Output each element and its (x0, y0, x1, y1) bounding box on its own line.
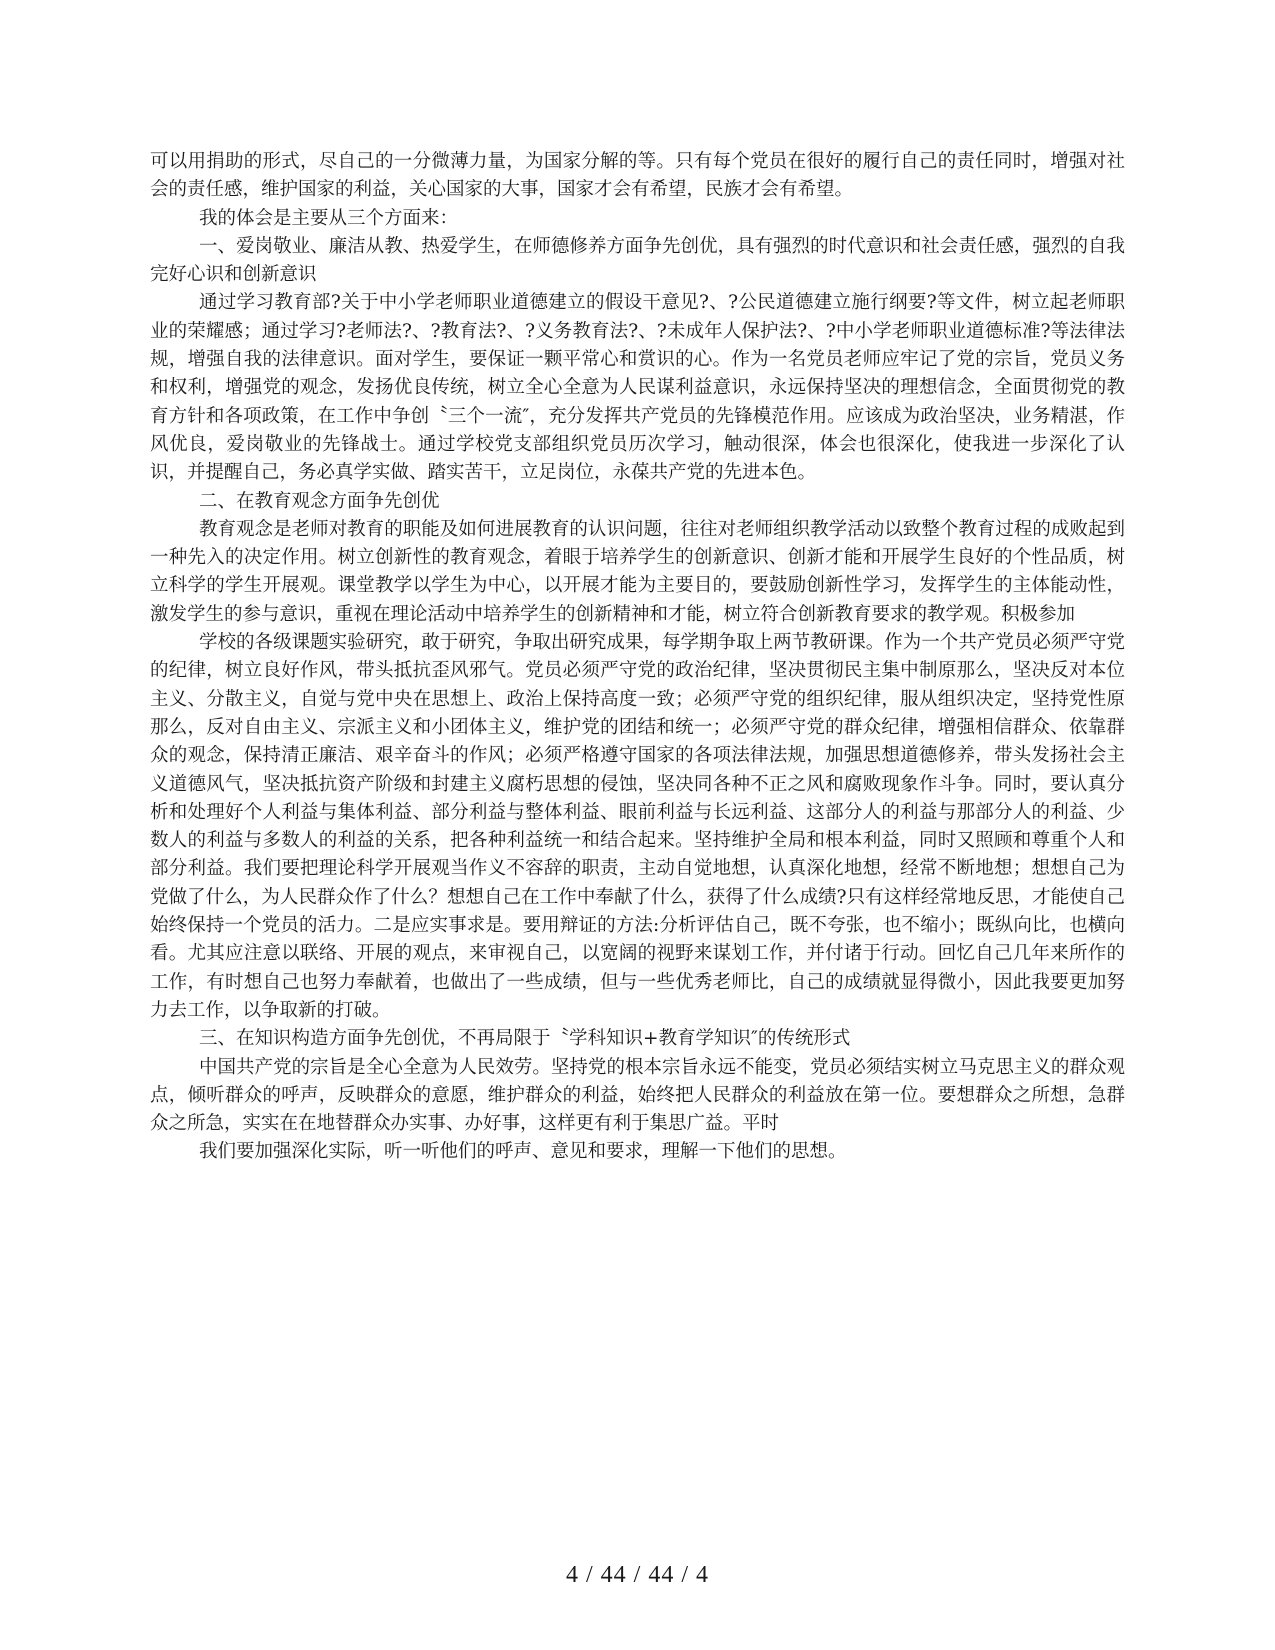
paragraph: 教育观念是老师对教育的职能及如何进展教育的认识问题，往往对老师组织教学活动以致整个教育过程的成败起到一种先入的决定作用。树立创新性的教育观念，着眼于培养学生的创新意识、创新才能和开展学生良好的个性品质，树立科学的学生开展观。课堂教学以学生为中心，以开展才能为主要目的，要鼓励创新性学习，发挥学生的主体能动性，激发学生的参与意识，重视在理论活动中培养学生的创新精神和才能，树立符合创新教育要求的教学观。积极参加 (150, 518, 1125, 625)
section-heading-3: 三、在知识构造方面争先创优，不再局限于〝学科知识+教育学知识″的传统形式 (199, 1028, 851, 1050)
paragraph-continuation: 可以用捐助的形式，尽自己的一分微薄力量，为国家分解的等。只有每个党员在很好的履行自己的责任同时，增强对社会的责任感，维护国家的利益，关心国家的大事，国家才会有希望，民族才会有希望。 (150, 151, 1125, 201)
paragraph-closing: 我们要加强深化实际，听一听他们的呼声、意见和要求，理解一下他们的思想。 (199, 1141, 847, 1163)
paragraph: 中国共产党的宗旨是全心全意为人民效劳。坚持党的根本宗旨永远不能变，党员必须结实树立马克思主义的群众观点，倾听群众的呼声，反映群众的意愿，维护群众的利益，始终把人民群众的利益放在第一位。要想群众之所想，急群众之所急，实实在在地替群众办实事、办好事，这样更有利于集思广益。平时 (150, 1056, 1125, 1135)
section-heading-1: 一、爱岗敬业、廉洁从教、热爱学生，在师德修养方面争先创优，具有强烈的时代意识和社会责任感，强烈的自我完好心识和创新意识 (150, 235, 1125, 286)
page-number: 4 / 44 / 44 / 4 (565, 1562, 709, 1588)
paragraph: 通过学习教育部?关于中小学老师职业道德建立的假设干意见?、?公民道德建立施行纲要?等文件，树立起老师职业的荣耀感；通过学习?老师法?、?教育法?、?义务教育法?、?未成年人保护法?、?中小学老师职业道德标准?等法律法规，增强自我的法律意识。面对学生，要保证一颗平常心和赏识的心。作为一名党员老师应牢记了党的宗旨，党员义务和权利，增强党的观念，发扬优良传统，树立全心全意为人民谋利益意识，永远保持坚决的理想信念，全面贯彻党的教育方针和各项政策，在工作中争创〝三个一流″，充分发挥共产党员的先锋模范作用。应该成为政治坚决，业务精湛，作风优良，爱岗敬业的先锋战士。通过学校党支部组织党员历次学习，触动很深，体会也很深化，使我进一步深化了认识，并提醒自己，务必真学实做、踏实苦干，立足岗位，永葆共产党的先进本色。 (150, 292, 1125, 484)
paragraph-intro: 我的体会是主要从三个方面来： (199, 207, 459, 229)
document-body (150, 148, 1125, 1167)
paragraph: 学校的各级课题实验研究，敢于研究，争取出研究成果，每学期争取上两节教研课。作为一个共产党员必须严守党的纪律，树立良好作风，带头抵抗歪风邪气。党员必须严守党的政治纪律，坚决贯彻民主集中制原那么，坚决反对本位主义、分散主义，自觉与党中央在思想上、政治上保持高度一致；必须严守党的组织纪律，服从组织决定，坚持党性原那么，反对自由主义、宗派主义和小团体主义，维护党的团结和统一；必须严守党的群众纪律，增强相信群众、依靠群众的观念，保持清正廉洁、艰辛奋斗的作风；必须严格遵守国家的各项法律法规，加强思想道德修养，带头发扬社会主义道德风气，坚决抵抗资产阶级和封建主义腐朽思想的侵蚀，坚决同各种不正之风和腐败现象作斗争。同时，要认真分析和处理好个人利益与集体利益、部分利益与整体利益、眼前利益与长远利益、这部分人的利益与那部分人的利益、少数人的利益与多数人的利益的关系，把各种利益统一和结合起来。坚持维护全局和根本利益，同时又照顾和尊重个人和部分利益。我们要把理论科学开展观当作义不容辞的职责，主动自觉地想，认真深化地想，经常不断地想；想想自己为党做了什么，为人民群众作了什么？想想自己在工作中奉献了什么，获得了什么成绩?只有这样经常地反思，才能使自己始终保持一个党员的活力。二是应实事求是。要用辩证的方法:分析评估自己，既不夸张，也不缩小；既纵向比，也横向看。尤其应注意以联络、开展的观点，来审视自己，以宽阔的视野来谋划工作，并付诸于行动。回忆自己几年来所作的工作，有时想自己也努力奉献着，也做出了一些成绩，但与一些优秀老师比，自己的成绩就显得微小，因此我要更加努力去工作，以争取新的打破。 (150, 632, 1125, 1021)
section-heading-2: 二、在教育观念方面争先创优 (199, 490, 440, 512)
